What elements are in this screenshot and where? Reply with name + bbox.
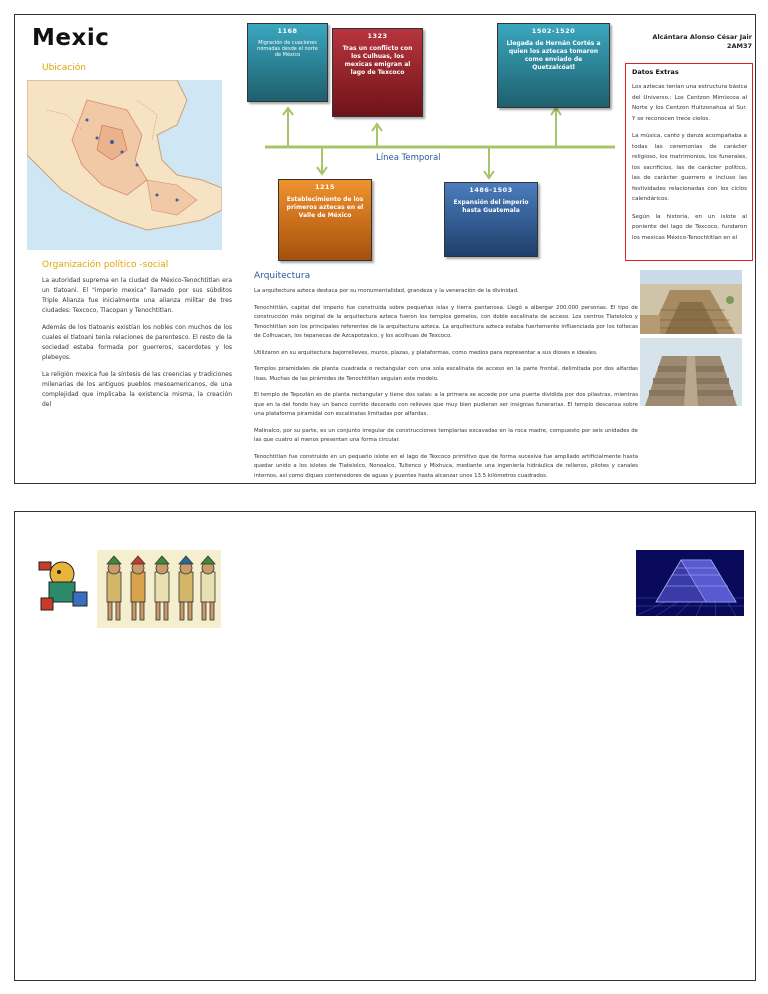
- arquitectura-paragraph: Malinalco, por su parte, es un conjunto irregular de construcciones templarias excavadas en la roca madre, compuesto por seis unidades de las que cuatro al menos presentan una forma circular.: [254, 427, 638, 443]
- datos-extras-box: [625, 63, 753, 261]
- arquitectura-heading: Arquitectura: [254, 271, 311, 281]
- page-title: Mexic: [32, 25, 110, 51]
- warriors-image: [97, 550, 221, 628]
- temple-photo: [640, 270, 742, 334]
- timeline-label: Línea Temporal: [376, 153, 441, 163]
- organizacion-paragraph: Además de los tlatoanis existían los nobles con muchos de los cuales el tlatoani tenía relaciones de parentesco. El resto de la sociedad estaba formada por guerreros, sacerdotes y los plebeyos.: [42, 324, 232, 361]
- event-year: 1502-1520: [531, 27, 576, 35]
- arquitectura-paragraph: La arquitectura azteca destaca por su monumentalidad, grandeza y la veneración de la divinidad.: [254, 288, 519, 294]
- event-year: 1215: [314, 183, 336, 191]
- arquitectura-paragraph: El templo de Tepozlán es de planta rectangular y tiene dos salas: a la primera se accede por una puerta dividida por dos pilastras, mientras que en la del fondo hay un banco corrido decorado con relieves que muy bien pudieran ser insignias funerarias. El templo descansa sobre una plataforma piramidal con escalinatas limitadas por alfardas.: [254, 392, 638, 417]
- arquitectura-text: [254, 287, 638, 488]
- arquitectura-paragraph: Templos piramidales de planta cuadrada o rectangular con una sola escalinata de acceso en la parte frontal, delimitada por dos alfardas lisas. Muchas de las pirámides de Tenochtitlan seguían este modelo.: [254, 366, 638, 382]
- arquitectura-paragraph: Tenochtitlán, capital del imperio fue construida sobre pequeñas islas y tierra pantanosa. Llegó a albergar 200.000 personas. El tipo de construcción más original de la arquitectura azteca fueron los templos gemelos, con doble escalinata de acceso. Los centros Tlatelolco y Tenochtitlan son los principales referentes de la arquitectura azteca. La arquitectura azteca estaba fuertemente influenciada por los toltecas de Colhuacan, los tepanecas de Azcapotzalco, y los acolhuas de Texcoco.: [254, 304, 638, 339]
- organizacion-heading: Organización político -social: [42, 260, 169, 270]
- author-name: Alcántara Alonso César Jair: [652, 33, 752, 41]
- author-group: 2AM37: [726, 42, 752, 50]
- organizacion-text: [42, 276, 232, 408]
- timeline-event-1215: [278, 179, 372, 261]
- event-text: Tras un conflicto con los Culhuas, los mexicas emigran al lago de Texcoco: [342, 45, 413, 76]
- ubicacion-heading: Ubicación: [42, 63, 86, 73]
- timeline-event-1502: [497, 23, 610, 108]
- datos-extras-paragraph: Según la historia, en un islote al poniente del lago de Texcoco, fundaron los mexicas México-Tenochtitlan en el: [632, 213, 747, 241]
- pyramid-photo: [640, 338, 742, 406]
- event-text: Expansión del imperio hasta Guatemala: [453, 199, 529, 214]
- datos-extras-paragraph: La música, canto y danza acompañaba a todas las ceremonias de carácter religioso, los matrimonios, los funerales, los sacrificios, las de carácter político, las de carácter guerrero e incluso las festividades relacionadas con los ciclos calendáricos.: [632, 133, 747, 202]
- datos-extras-heading: Datos Extras: [632, 68, 679, 76]
- event-year: 1168: [277, 27, 298, 35]
- location-map: [27, 80, 222, 250]
- organizacion-paragraph: La autoridad suprema en la ciudad de México-Tenochtitlan era un tlatoani. El "imperio mexica" llamado por sus súbditos Triple Alianza fue inicialmente una alianza militar de tres ciudades: Texcoco, Tlacopan y Tenochtitlan.: [42, 277, 232, 314]
- datos-extras-paragraph: Los aztecas tenían una estructura básica del Universo.: Los Centzon Mimixcoa al Norte y los Centzon Huitzonahua al Sur. Y se reconocen trece cielos.: [632, 84, 747, 122]
- organizacion-paragraph: La religión mexica fue la síntesis de las creencias y tradiciones milenarias de los antiguos pueblos mesoamericanos, de una complejidad que implicaba la existencia misma, la creación del: [42, 371, 232, 408]
- page-two: [14, 511, 756, 981]
- event-year: 1486-1503: [469, 186, 513, 194]
- event-text: Llegada de Hernán Cortés a quien los aztecas tomaron como enviado de Quetzalcóatl: [506, 40, 601, 71]
- codex-figure-image: [29, 552, 95, 617]
- author-block: [615, 33, 752, 51]
- timeline-event-1323: [332, 28, 423, 117]
- event-year: 1323: [367, 32, 388, 40]
- timeline-event-1168: [247, 23, 328, 102]
- arquitectura-paragraph: Tenochtitlan fue construido en un pequeño islote en el lago de Texcoco primitivo que de forma sucesiva fue ampliado artificialmente hasta quedar unido a los islotes de Tlatelolco, Nonoalco, Tultenco y Mixhuca, mediante una ingeniería hidráulica de rellenos, pilotes y canales internos, así como diques contenedores de aguas y puentes hasta alcanzar unos 13.5 kilómetros cuadrados.: [254, 453, 638, 479]
- pyramid-3d-image: [636, 550, 744, 616]
- event-text: Migración de cuaciones nómadas desde el norte de México: [257, 40, 318, 58]
- arquitectura-paragraph: Utilizaron en su arquitectura bajorrelieves, muros, plazas, y plataformas, como medios para representar a sus dioses e ideales.: [254, 349, 598, 356]
- page-one: [14, 14, 756, 484]
- event-text: Establecimiento de los primeros aztecas en el Valle de México: [286, 196, 364, 219]
- timeline-event-1486: [444, 182, 538, 257]
